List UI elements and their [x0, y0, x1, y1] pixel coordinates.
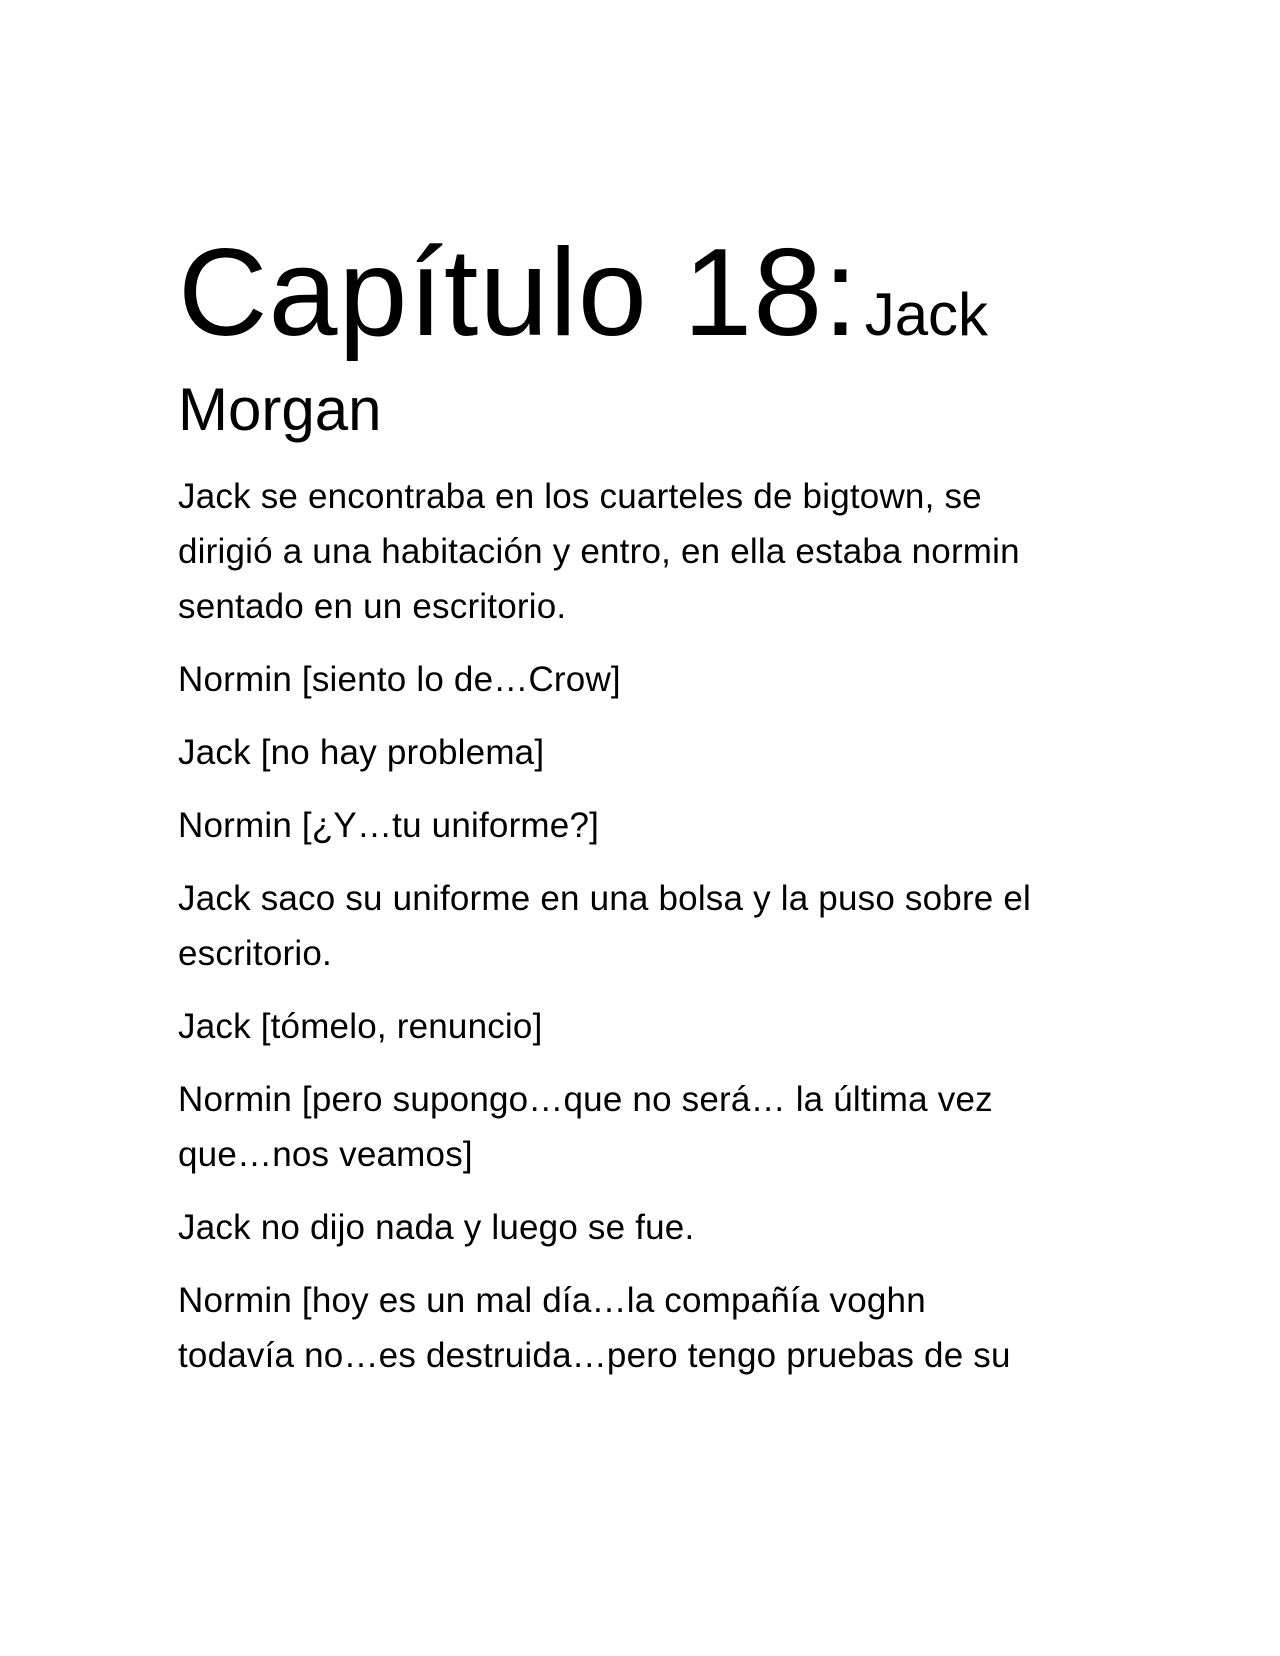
dialogue-line: Normin [¿Y…tu uniforme?]	[178, 806, 600, 846]
dialogue-line: Jack [no hay problema]	[178, 733, 545, 773]
dialogue-line: Normin [hoy es un mal día…la compañía voghn todavía no…es destruida…pero tengo pruebas de su	[178, 1281, 1011, 1376]
paragraph: Jack se encontraba en los cuarteles de bigtown, se dirigió a una habitación y entro, en ella estaba normin sentado en un escritorio.	[178, 477, 1020, 627]
dialogue-line: Jack [tómelo, renuncio]	[178, 1007, 543, 1047]
paragraph: Jack no dijo nada y luego se fue.	[178, 1208, 695, 1248]
dialogue-line: Normin [pero supongo…que no será… la última vez que…nos veamos]	[178, 1080, 993, 1175]
paragraph: Jack saco su uniforme en una bolsa y la puso sobre el escritorio.	[178, 879, 1032, 974]
dialogue-line: Normin [siento lo de…Crow]	[178, 660, 621, 700]
chapter-title	[178, 224, 1118, 362]
chapter-title-name: Jack	[864, 281, 989, 348]
chapter-subtitle: Morgan	[178, 376, 382, 444]
page-content	[178, 224, 1118, 1401]
chapter-title-main: Capítulo 18:	[178, 224, 859, 362]
